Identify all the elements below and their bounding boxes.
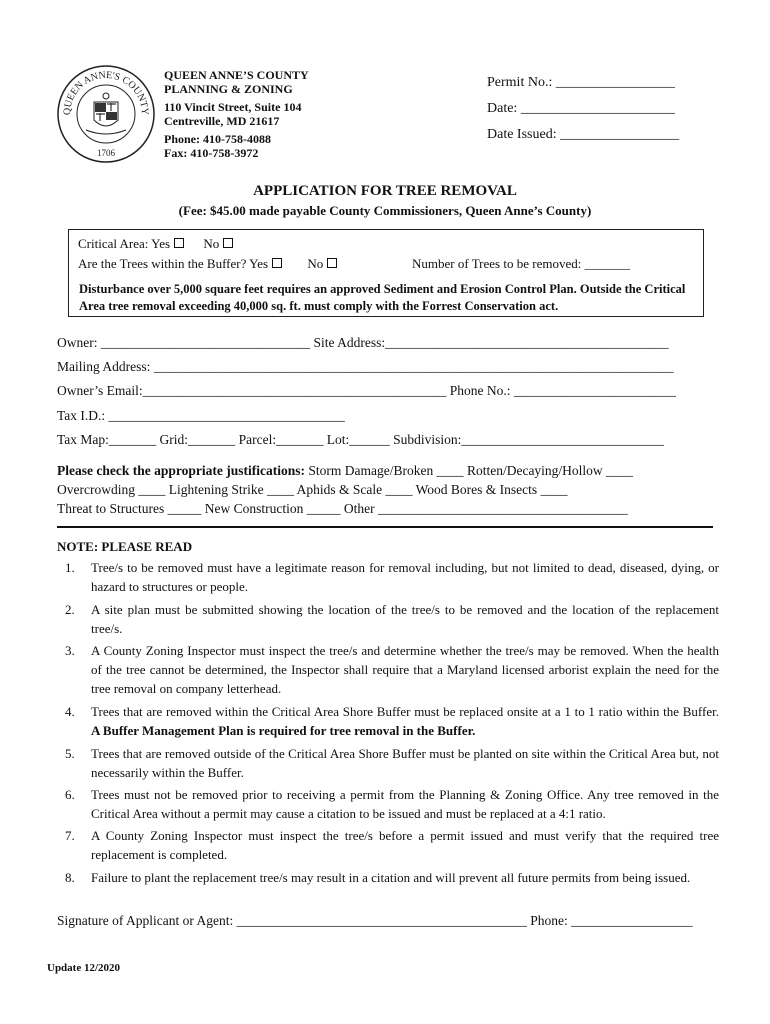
critical-yes-checkbox[interactable] xyxy=(174,238,184,248)
buffer-yes-checkbox[interactable] xyxy=(272,258,282,268)
tax-id-field[interactable]: Tax I.D.: ___________________________________ xyxy=(57,408,345,423)
list-item-number: 2. xyxy=(65,602,75,617)
fee-note: (Fee: $45.00 made payable County Commissioners, Queen Anne’s County) xyxy=(178,203,592,218)
buffer-no-checkbox[interactable] xyxy=(327,258,337,268)
buffer-label: Are the Trees within the Buffer? Yes xyxy=(78,256,269,271)
critical-area-box xyxy=(68,229,704,317)
list-item-text: Trees must not be removed prior to receiving a permit from the Planning & Zoning Office. Any tree removed in the Critical Area without a permit may cause a citation to be issued and must be replaced at a 4:1 ratio. xyxy=(91,787,719,821)
note-title: NOTE: PLEASE READ xyxy=(57,539,193,554)
list-item-text: A site plan must be submitted showing the location of the tree/s to be removed and the location of the replacement tree/s. xyxy=(91,602,719,636)
list-item-number: 1. xyxy=(65,560,75,575)
critical-area-row xyxy=(78,236,233,252)
owner-site-address-field[interactable]: Owner: _______________________________ Site Address:__________________________________________ xyxy=(57,335,669,350)
justifications-options-2[interactable]: Overcrowding ____ Lightening Strike ____ Aphids & Scale ____ Wood Bores & Insects ____ xyxy=(57,482,568,497)
county-seal xyxy=(56,64,156,164)
signature-field[interactable]: Signature of Applicant or Agent: ___________________________________________ Phone: __________________ xyxy=(57,913,693,928)
justifications-options-3[interactable]: Threat to Structures _____ New Construction _____ Other _____________________________________ xyxy=(57,501,628,516)
list-item-text: A County Zoning Inspector must inspect the tree/s and determine whether the tree/s may be removed. When the health of the tree cannot be determined, the Inspector shall require that a Maryland licensed arborist explain the need for the tree removal on company letterhead. xyxy=(91,643,719,696)
date-field[interactable]: Date: ______________________ xyxy=(487,101,675,116)
section-divider xyxy=(57,526,713,528)
list-item-number: 8. xyxy=(65,870,75,885)
permit-block xyxy=(487,70,679,148)
form-title: APPLICATION FOR TREE REMOVAL xyxy=(253,183,517,199)
critical-area-label: Critical Area: Yes xyxy=(78,236,171,251)
update-date: Update 12/2020 xyxy=(47,962,121,974)
date-issued-field[interactable]: Date Issued: _________________ xyxy=(487,127,680,142)
buffer-no-label: No xyxy=(307,256,324,271)
disturbance-warning: Disturbance over 5,000 square feet requires an approved Sediment and Erosion Control Plan. Outside the Critical Area tree removal exceeding 40,000 sq. ft. must comply with the Forrest Conservation act. xyxy=(79,282,686,313)
office-phone: Phone: 410-758-4088 xyxy=(164,132,271,146)
list-item-number: 6. xyxy=(65,787,75,802)
seal-year: 1706 xyxy=(97,148,115,158)
list-item-text: Trees that are removed outside of the Critical Area Shore Buffer must be planted on site within the Critical Area but, not necessarily within the Buffer. xyxy=(91,746,719,780)
mailing-address-field[interactable]: Mailing Address: _____________________________________________________________________________ xyxy=(57,359,674,374)
justifications-row-1 xyxy=(57,463,633,479)
seal-text: QUEEN ANNE'S COUNTY xyxy=(61,69,151,116)
office-fax: Fax: 410-758-3972 xyxy=(164,146,259,160)
list-item-number: 3. xyxy=(65,643,75,658)
list-item-text: A County Zoning Inspector must inspect the tree/s before a permit issued and must verify that the required tree replacement is completed. xyxy=(91,828,719,862)
owner-email-phone-field[interactable]: Owner’s Email:_____________________________________________ Phone No.: ________________________ xyxy=(57,383,676,398)
office-name-1: QUEEN ANNE’S COUNTY xyxy=(164,68,309,82)
list-item-text: Failure to plant the replacement tree/s may result in a citation and will prevent all future permits from being issued. xyxy=(91,870,691,885)
number-of-trees-field[interactable]: Number of Trees to be removed: _______ xyxy=(412,256,631,271)
buffer-plan-requirement: A Buffer Management Plan is required for tree removal in the Buffer. xyxy=(91,723,476,738)
office-info xyxy=(164,68,309,160)
list-item-text: Tree/s to be removed must have a legitimate reason for removal including, but not limited to dead, diseased, dying, or hazard to structures or people. xyxy=(91,560,719,594)
tax-map-field[interactable]: Tax Map:_______ Grid:_______ Parcel:_______ Lot:______ Subdivision:______________________________ xyxy=(57,432,664,447)
office-name-2: PLANNING & ZONING xyxy=(164,82,293,96)
justifications-label: Please check the appropriate justifications: xyxy=(57,463,305,478)
list-item-text: Trees that are removed within the Critical Area Shore Buffer must be replaced onsite at a 1 to 1 ratio within the Buffer. A Buffer Management Plan is required for tree removal in the Buffer. xyxy=(91,704,719,738)
permit-no-field[interactable]: Permit No.: _________________ xyxy=(487,75,675,90)
buffer-row xyxy=(78,256,337,272)
list-item-number: 7. xyxy=(65,828,75,843)
justifications-options-1[interactable]: Storm Damage/Broken ____ Rotten/Decaying/Hollow ____ xyxy=(304,463,634,478)
office-street: 110 Vincit Street, Suite 104 xyxy=(164,100,302,114)
critical-no-checkbox[interactable] xyxy=(223,238,233,248)
critical-no-label: No xyxy=(203,236,220,251)
office-city: Centreville, MD 21617 xyxy=(164,114,280,128)
list-item-number: 4. xyxy=(65,704,75,719)
list-item-number: 5. xyxy=(65,746,75,761)
